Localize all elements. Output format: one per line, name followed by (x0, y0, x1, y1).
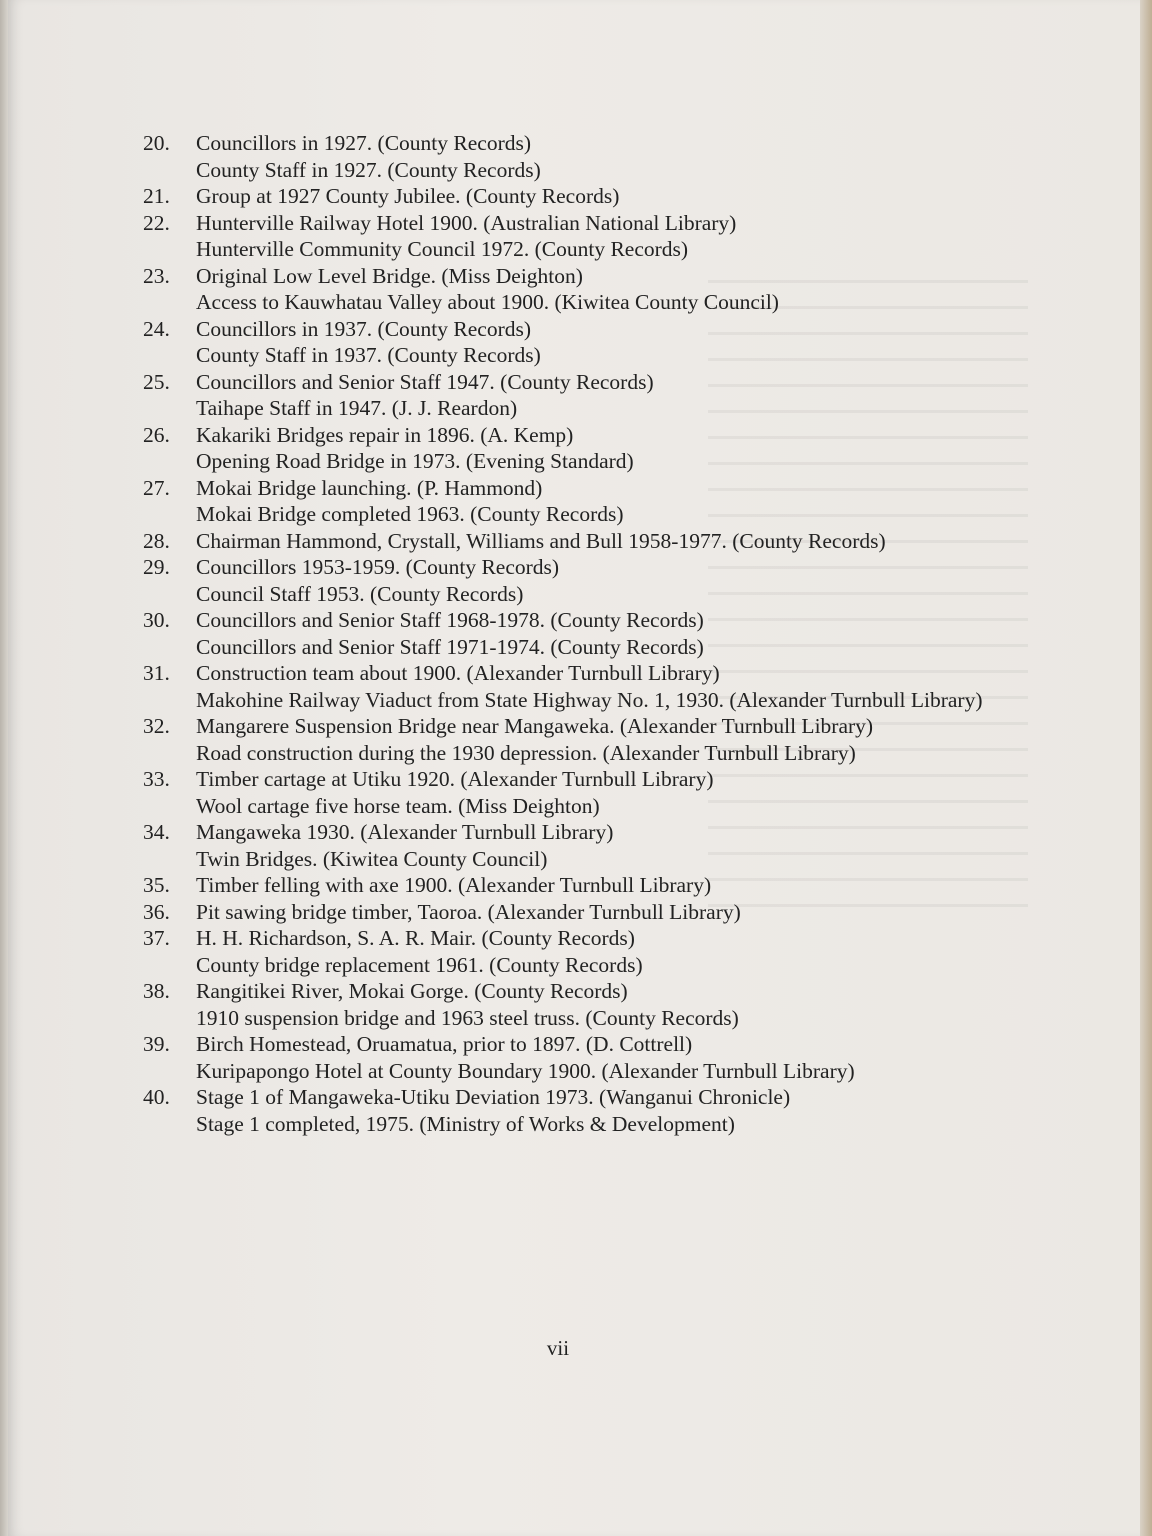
list-item (8, 369, 1140, 422)
caption-line: Councillors 1953-1959. (County Records) (196, 555, 560, 579)
caption-line: Councillors and Senior Staff 1971-1974. (County Records) (196, 634, 704, 659)
caption-line: County Staff in 1927. (County Records) (196, 157, 541, 182)
list-item (8, 660, 1140, 713)
item-number: 33. (143, 767, 170, 791)
item-number: 36. (143, 899, 170, 924)
caption-line: Taihape Staff in 1947. (J. J. Reardon) (196, 396, 518, 420)
caption-line: Timber felling with axe 1900. (Alexander Turnbull Library) (196, 873, 712, 897)
caption-line: Stage 1 completed, 1975. (Ministry of Works & Development) (196, 1111, 735, 1136)
caption-line: Mangaweka 1930. (Alexander Turnbull Library) (196, 820, 614, 844)
item-number: 29. (143, 555, 170, 579)
caption-line: Kakariki Bridges repair in 1896. (A. Kemp) (196, 422, 574, 447)
caption-line: Chairman Hammond, Crystall, Williams and Bull 1958-1977. (County Records) (196, 528, 886, 553)
item-number: 40. (143, 1085, 170, 1109)
item-number: 27. (143, 475, 170, 500)
caption-line: Councillors and Senior Staff 1968-1978. (County Records) (196, 608, 704, 632)
caption-line: Construction team about 1900. (Alexander Turnbull Library) (196, 661, 720, 685)
list-item (8, 183, 1140, 210)
item-number: 32. (143, 714, 170, 738)
list-item (8, 607, 1140, 660)
list-item (8, 130, 1140, 183)
caption-line: Group at 1927 County Jubilee. (County Records) (196, 184, 620, 208)
list-item (8, 925, 1140, 978)
caption-line: Birch Homestead, Oruamatua, prior to 1897. (D. Cottrell) (196, 1032, 693, 1056)
caption-line: County Staff in 1937. (County Records) (196, 343, 541, 367)
caption-line: County bridge replacement 1961. (County Records) (196, 952, 643, 977)
caption-line: Rangitikei River, Mokai Gorge. (County Records) (196, 979, 628, 1003)
caption-line: Twin Bridges. (Kiwitea County Council) (196, 846, 548, 871)
list-item (8, 554, 1140, 607)
item-number: 25. (143, 369, 170, 394)
item-number: 38. (143, 979, 170, 1003)
item-number: 20. (143, 131, 170, 155)
caption-line: Councillors and Senior Staff 1947. (County Records) (196, 369, 654, 394)
item-number: 26. (143, 422, 170, 447)
list-item (8, 766, 1140, 819)
caption-line: Kuripapongo Hotel at County Boundary 1900. (Alexander Turnbull Library) (196, 1058, 855, 1083)
page-number: vii (546, 1336, 570, 1360)
list-item (8, 819, 1140, 872)
item-number: 37. (143, 926, 170, 950)
book-page (8, 0, 1140, 1536)
list-item (8, 210, 1140, 263)
item-number: 23. (143, 263, 170, 288)
item-number: 35. (143, 873, 170, 897)
caption-line: Original Low Level Bridge. (Miss Deighton) (196, 263, 583, 288)
caption-line: Council Staff 1953. (County Records) (196, 581, 524, 606)
list-item (8, 1031, 1140, 1084)
photo-credits-list (8, 130, 1140, 1137)
caption-line: Road construction during the 1930 depression. (Alexander Turnbull Library) (196, 740, 856, 765)
item-number: 24. (143, 316, 170, 341)
caption-line: Wool cartage five horse team. (Miss Deighton) (196, 793, 600, 818)
caption-line: Pit sawing bridge timber, Taoroa. (Alexander Turnbull Library) (196, 899, 741, 924)
caption-line: Hunterville Community Council 1972. (County Records) (196, 237, 689, 261)
caption-line: Stage 1 of Mangaweka-Utiku Deviation 1973. (Wanganui Chronicle) (196, 1085, 791, 1109)
item-number: 31. (143, 661, 170, 685)
book-gutter-edge (0, 0, 8, 1536)
caption-line: 1910 suspension bridge and 1963 steel truss. (County Records) (196, 1005, 739, 1030)
item-number: 21. (143, 184, 170, 208)
list-item (8, 263, 1140, 316)
caption-line: Makohine Railway Viaduct from State Highway No. 1, 1930. (Alexander Turnbull Library) (196, 687, 983, 712)
caption-line: Mangarere Suspension Bridge near Mangaweka. (Alexander Turnbull Library) (196, 714, 874, 738)
caption-line: Mokai Bridge completed 1963. (County Records) (196, 502, 624, 526)
item-number: 22. (143, 210, 170, 235)
list-item (8, 528, 1140, 555)
item-number: 30. (143, 608, 170, 632)
caption-line: Mokai Bridge launching. (P. Hammond) (196, 475, 543, 500)
list-item (8, 899, 1140, 926)
caption-line: Councillors in 1927. (County Records) (196, 131, 532, 155)
list-item (8, 475, 1140, 528)
list-item (8, 978, 1140, 1031)
list-item (8, 316, 1140, 369)
list-item (8, 422, 1140, 475)
list-item (8, 1084, 1140, 1137)
caption-line: Councillors in 1937. (County Records) (196, 316, 532, 341)
list-item (8, 713, 1140, 766)
list-item (8, 872, 1140, 899)
item-number: 28. (143, 528, 170, 553)
caption-line: Opening Road Bridge in 1973. (Evening Standard) (196, 449, 634, 473)
caption-line: Timber cartage at Utiku 1920. (Alexander Turnbull Library) (196, 767, 714, 791)
book-fore-edge (1140, 0, 1152, 1536)
caption-line: Access to Kauwhatau Valley about 1900. (Kiwitea County Council) (196, 290, 779, 314)
caption-line: Hunterville Railway Hotel 1900. (Australian National Library) (196, 210, 737, 235)
caption-line: H. H. Richardson, S. A. R. Mair. (County Records) (196, 926, 635, 950)
item-number: 39. (143, 1032, 170, 1056)
item-number: 34. (143, 820, 170, 844)
